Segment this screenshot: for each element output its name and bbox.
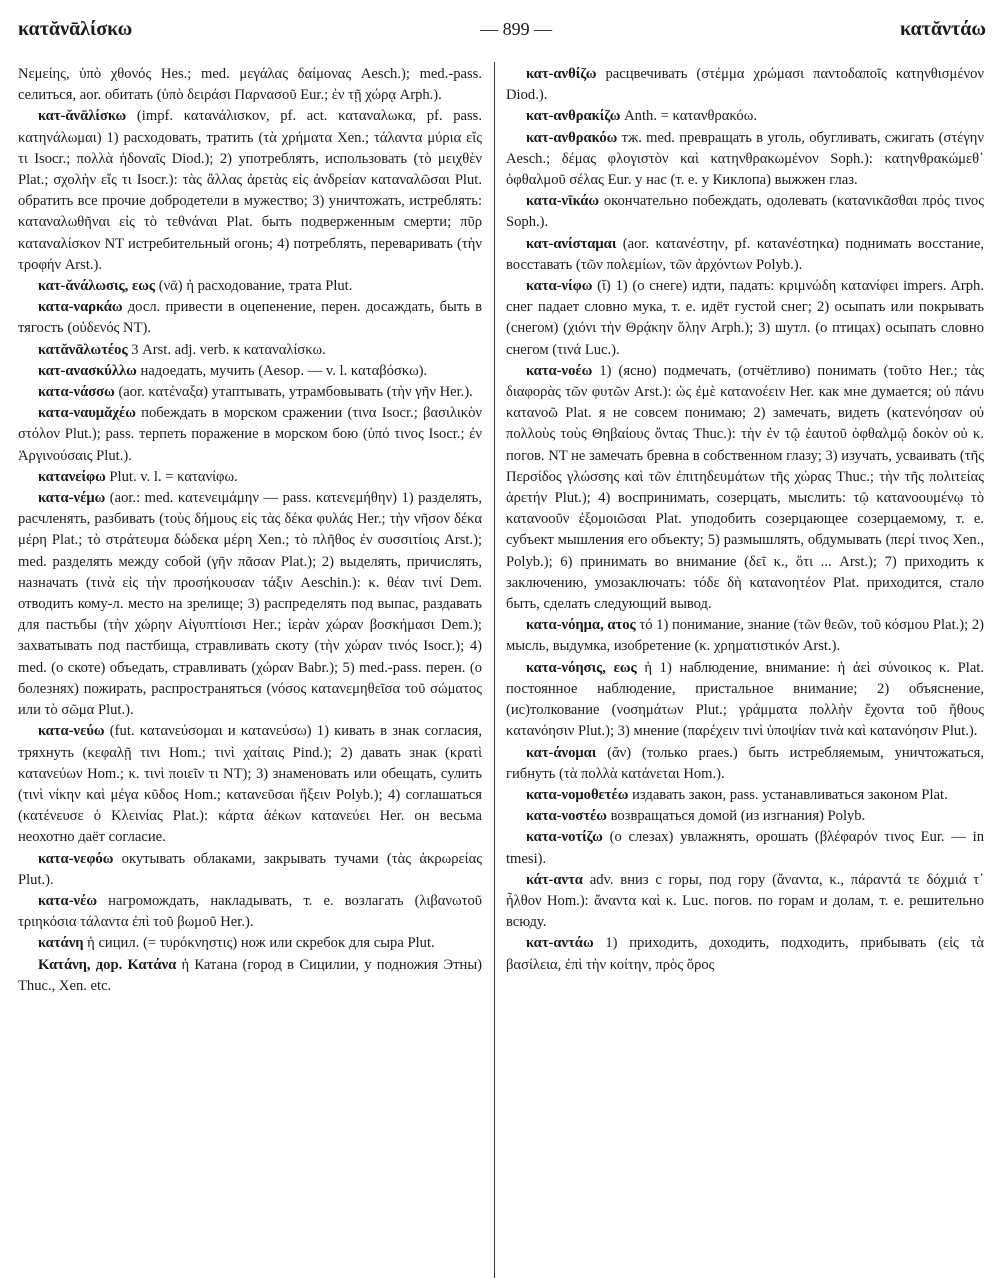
entry-headword: κατα-νεφόω xyxy=(38,850,114,867)
dictionary-entry xyxy=(506,128,984,192)
entry-definition: (aor.: med. κατενειμάμην — pass. κατενεμήθην) 1) разделять, расчленять, разбивать (τοὺς δήμους εἰς τὰς δέκα φυλάς Her.; τὴν νῆσον δέκα μέρη Plat.; τὸ στράτευμα δώδεκα μέρη Xen.; τὸ πλῆθος ἐν συσσιτίοις Arst.); med. разделять между собой (γῆν πᾶσαν Plat.); 2) выделять, причислять, назначать (τινὰ εἰς τὴν προσήκουσαν τάξιν Aeschin.): κ. θέαν τινί Dem. отводить кому-л. место на зрелище; 3) распределять под выпас, раздавать для пастьбы (τὴν χώρην Αἰγυπτίοισι Her.; ἱερὰν χώραν βοσκήμασι Dem.); захватывать под пастбища, стравливать скоту (τὴν χώραν τινός Isocr.); 4) med. (о скоте) объедать, стравливать (χώραν Babr.); 5) med.-pass. перен. (о болезнях) пожирать, распространяться (νόσος κατανεμηθεῖσα τοῦ σώματος или τὸ σῶμα Plut.). xyxy=(18,490,482,719)
entry-headword: κατ-ανθρακόω xyxy=(526,129,618,146)
entry-definition: досл. привести в оцепенение, перен. досаждать, быть в тягость (οὐδενός NT). xyxy=(18,299,482,337)
entry-headword: κατα-νίφω xyxy=(526,278,593,295)
entry-definition: окончательно побеждать, одолевать (κατανικᾶσθαι πρός τινος Soph.). xyxy=(506,193,984,231)
entry-headword: κατ-ανθίζω xyxy=(526,66,597,82)
entry-definition: ἡ 1) наблюдение, внимание: ἡ ἀεὶ σύνοικος κ. Plat. постоянное наблюдение, пристальное внимание; 2) объяснение, (ис)толкование (νοσημάτων Plut.; γράμματα πολλὴν ἔχοντα τοῦ ἤθους κατανόησιν Plut.); 3) мнение (παρέχειν τινὶ ὑποψίαν τινὰ καὶ κατανόησιν Plut.). xyxy=(506,659,984,740)
entry-definition: Νεμείης, ὑπὸ χθονός Hes.; med. μεγάλας δαίμονας Aesch.); med.-pass. селиться, aor. обитать (ὑπὸ δειράσι Παρνασοῦ Eur.; ἐν τῇ χώρᾳ Arph.). xyxy=(18,66,482,104)
right-column xyxy=(506,64,984,1274)
left-running-headword: κατᾰνᾱλίσκω xyxy=(18,17,133,40)
dictionary-entry xyxy=(506,658,984,743)
dictionary-entry xyxy=(506,827,984,869)
entry-definition: расцвечивать (στέμμα χρώμασι παντοδαποῖς κατηνθισμένον Diod.). xyxy=(506,66,984,104)
entry-headword: κατ-ᾰνᾱλίσκω xyxy=(38,108,127,125)
entry-definition: побеждать в морском сражении (τινα Isocr.; βασιλικὸν στόλον Plut.); pass. терпеть поражение в морском бою (ὑπό τινος Isocr.; ἐν Ἀργινούσαις Plut.). xyxy=(18,405,482,464)
entry-definition: издавать закон, pass. устанавливаться законом Plat. xyxy=(632,786,948,803)
entry-definition: adv. вниз с горы, под гору (ἄναντα, κ., πάραντά τε δόχμιά τ᾽ ἦλθον Hom.): ἄναντα καὶ κ. Luc. погов. по горам и долам, т. е. решительно всюду. xyxy=(506,871,984,931)
dictionary-entry xyxy=(506,615,984,657)
entry-definition: ἡ сицил. (= τυρόκνηστις) нож или скребок для сыра Plut. xyxy=(87,935,435,952)
dictionary-entry xyxy=(18,488,482,721)
entry-definition: Plut. v. l. = κατανίφω. xyxy=(109,468,238,485)
entry-definition: (fut. κατανεύσομαι и κατανεύσω) 1) кивать в знак согласия, тряхнуть (κεφαλῇ τινι Hom.; τινὶ χαίταις Pind.); 2) давать знак (κρατὶ κατανεύων Hom.; κ. τινὶ ποιεῖν τι NT); 3) знаменовать или обещать, сулить (τινὶ νίκην καὶ μέγα κῦδος Hom.; κατανεῦσαι ἥξειν Polyb.); 4) соглашаться (κατένευσε ὁ Κλεινίας Plat.): κάρτα ἀέκων κατανεύει Her. он весьма неохотно даёт согласие. xyxy=(18,723,482,846)
entry-headword: κατ-ανίσταμαι xyxy=(526,235,617,252)
entry-definition: (ῐ) 1) (о снеге) идти, падать: κριμνώδη κατανίφει impers. Arph. снег падает словно мука, т. е. идёт густой снег; 2) осыпать или покрывать (снегом) (χιόνι τὴν Θρᾴκην ὅλην Arph.); 3) шутл. (о птицах) осыпать словно снегом (τινά Luc.). xyxy=(506,278,984,358)
entry-definition: (aor. κατέναξα) утаптывать, утрамбовывать (τὴν γῆν Her.). xyxy=(118,384,473,401)
entry-definition: возвращаться домой (из изгнания) Polyb. xyxy=(610,808,866,825)
entry-headword: κάτ-αντα xyxy=(526,871,583,888)
entry-headword: κατα-νοστέω xyxy=(526,808,607,825)
entry-headword: κατα-νέω xyxy=(38,892,97,909)
dictionary-entry xyxy=(18,721,482,848)
entry-headword: κατα-νεύω xyxy=(38,723,105,740)
entry-headword: κατα-ναρκάω xyxy=(38,299,123,316)
entry-headword: κατα-νόησις, εως xyxy=(526,659,637,676)
dictionary-entry xyxy=(506,276,984,361)
entry-headword: κατ-ανθρακίζω xyxy=(526,108,621,125)
entry-headword: κατ-άνομαι xyxy=(526,744,597,761)
entry-headword: κατα-νέμω xyxy=(38,490,106,507)
dictionary-entry xyxy=(18,955,482,997)
entry-definition: (νᾱ) ἡ расходование, трата Plut. xyxy=(158,278,353,295)
dictionary-entry xyxy=(506,785,984,806)
dictionary-entry xyxy=(18,64,482,106)
dictionary-entry xyxy=(506,870,984,934)
entry-definition: ἡ Катана (город в Сицилии, у подножия Этны) Thuc., Xen. etc. xyxy=(18,956,482,994)
entry-definition: 1) (ясно) подмечать, (отчётливо) понимать (τοῦτο Her.; τὰς διαφορὰς τῶν φυτῶν Arst.): ὡς ἐμὲ κατανοέειν Her. как мне думается; οὐ πάνυ κατανοῶ Plat. я не совсем понимаю; 2) замечать, видеть (κατενόησαν οὐ πολλοὺς τοὺς Θηβαίους ὄντας Thuc.): τὴν ἐν τῷ ἑαυτοῦ ὀφθαλμῷ δοκὸν οὐ κ. погов. NT не замечать бревна в собственном глазу; 3) изучать, усваивать (τῆς Περσίδος γλώσσης καὶ τῶν ἐπιτηδευμάτων τῆς χώρας Thuc.; τὴν τῆς πολιτείας ἀρετήν Plut.); 4) воспринимать, созерцать, мыслить: τῷ κατανοουμένῳ τὸ κατανοοῦν ἐξομοιῶσαι Plat. уподобить созерцающее созерцаемому, т. е. субъект мышления его объекту; 5) размышлять, обдумывать (περί τινος Xen., Polyb.); 6) принимать во внимание (δεῖ κ., ὅτι ... Arst.); 7) приходить к заключению, умозаключать: τόδε δὴ κατανοητέον Plat. приходится, стало быть, сделать следующий вывод. xyxy=(506,362,984,613)
entry-headword: κατα-νοέω xyxy=(526,362,593,379)
entry-headword: κατ-ᾰνάλωσις, εως xyxy=(38,278,156,295)
dictionary-entry xyxy=(506,191,984,233)
entry-definition: нагромождать, накладывать, т. е. возлагать (λιβανωτοῦ τριηκόσια τάλαντα ἐπὶ τοῦ βωμοῦ Her.). xyxy=(18,892,482,931)
entry-headword: κατα-νομοθετέω xyxy=(526,786,629,803)
dictionary-entry xyxy=(506,806,984,827)
dictionary-entry xyxy=(506,933,984,975)
dictionary-entry xyxy=(18,382,482,403)
entry-definition: тж. med. превращать в уголь, обугливать, сжигать (στέγην Aesch.; δέμας φλογιστὸν καὶ κατηνθρακωμένον Soph.): κατηνθρακώμεθ᾽ ὀφθαλμοῦ σέλας Eur. у нас (т. е. у Киклопа) выжжен глаз. xyxy=(506,129,984,189)
dictionary-entry xyxy=(18,403,482,467)
dictionary-entry xyxy=(18,467,482,488)
entry-definition: (ᾰν) (только praes.) быть истребляемым, уничтожаться, гибнуть (τὰ πολλὰ κατάνεται Hom.). xyxy=(506,744,984,782)
entry-headword: κατα-ναυμᾰχέω xyxy=(38,405,136,422)
page-number: — 899 — xyxy=(480,18,553,39)
entry-definition: окутывать облаками, закрывать тучами (τὰς ἀκρωρείας Plut.). xyxy=(18,850,482,888)
dictionary-entry xyxy=(18,849,482,891)
dictionary-entry xyxy=(18,361,482,382)
dictionary-entry xyxy=(18,297,482,339)
entry-headword: κατα-νῑκάω xyxy=(526,193,600,210)
entry-headword: κατ-ανασκύλλω xyxy=(38,362,137,379)
entry-definition: 1) приходить, доходить, подходить, прибывать (εἰς τὰ βασίλεια, ἐπὶ τὴν κοίτην, πρὸς ὅρος xyxy=(506,935,984,973)
entry-headword: κατάνη xyxy=(38,935,84,952)
entry-headword: κατᾰνᾱλωτέος xyxy=(38,341,128,358)
entry-definition: (о слезах) увлажнять, орошать (βλέφαρόν τινος Eur. — in tmesi). xyxy=(506,829,984,867)
entry-headword: κατα-νόημα, ατος xyxy=(526,617,636,634)
entry-definition: (aor. κατανέστην, pf. κατανέστηκα) поднимать восстание, восставать (τῶν πολεμίων, τῶν ἀρχόντων Polyb.). xyxy=(506,235,984,273)
entry-definition: 3 Arst. adj. verb. к καταναλίσκω. xyxy=(131,341,326,358)
entry-definition: τό 1) понимание, знание (τῶν θεῶν, τοῦ κόσμου Plat.); 2) мысль, выдумка, изобретение (κ. χρηματιστικόν Arst.). xyxy=(506,617,984,655)
entry-headword: κατανείφω xyxy=(38,468,106,485)
entry-headword: κατα-νάσσω xyxy=(38,384,115,401)
dictionary-entry xyxy=(506,64,984,106)
left-column xyxy=(18,64,482,1274)
dictionary-entry xyxy=(18,891,482,933)
entry-definition: надоедать, мучить (Aesop. — v. l. καταβόσκω). xyxy=(140,362,428,379)
page-header xyxy=(18,12,986,46)
column-divider xyxy=(494,62,495,1278)
entry-definition: (impf. κατανάλισκον, pf. act. καταναλωκα, pf. pass. κατηνάλωμαι) 1) расходовать, тратить (τὰ χρήματα Xen.; τάλαντα μύρια εἴς τι Isocr.; πολλὰ ἡδοναῖς Diod.); 2) употреблять, использовать (τὸ μειχθὲν Plat.; σχολὴν εἴς τι Isocr.): τὰς ἄλλας ἀρετὰς εἰς ἀνδρείαν καταναλῶσαι Plut. обратить все прочие добродетели в мужество; 3) уничтожать, истреблять: καταναλωθῆναι εἰς τὸ τεθνάναι Plat. быть подверженным смерти; πῦρ καταναλίσκον NT истребительный огонь; 4) потреблять, переваривать (τὴν τροφήν Arst.). xyxy=(18,108,482,273)
entry-headword: κατα-νοτίζω xyxy=(526,829,603,846)
dictionary-entry xyxy=(506,234,984,276)
dictionary-entry xyxy=(506,743,984,785)
dictionary-entry xyxy=(18,340,482,361)
entry-headword: κατ-αντάω xyxy=(526,935,594,952)
entry-headword: Κατάνη, дор. Κατάνα xyxy=(38,956,177,973)
dictionary-entry xyxy=(506,361,984,615)
entry-definition: Anth. = κατανθρακόω. xyxy=(624,108,757,125)
dictionary-entry xyxy=(18,933,482,954)
dictionary-entry xyxy=(506,106,984,127)
dictionary-entry xyxy=(18,106,482,276)
right-running-headword: κατᾰντάω xyxy=(899,17,986,40)
dictionary-entry xyxy=(18,276,482,297)
